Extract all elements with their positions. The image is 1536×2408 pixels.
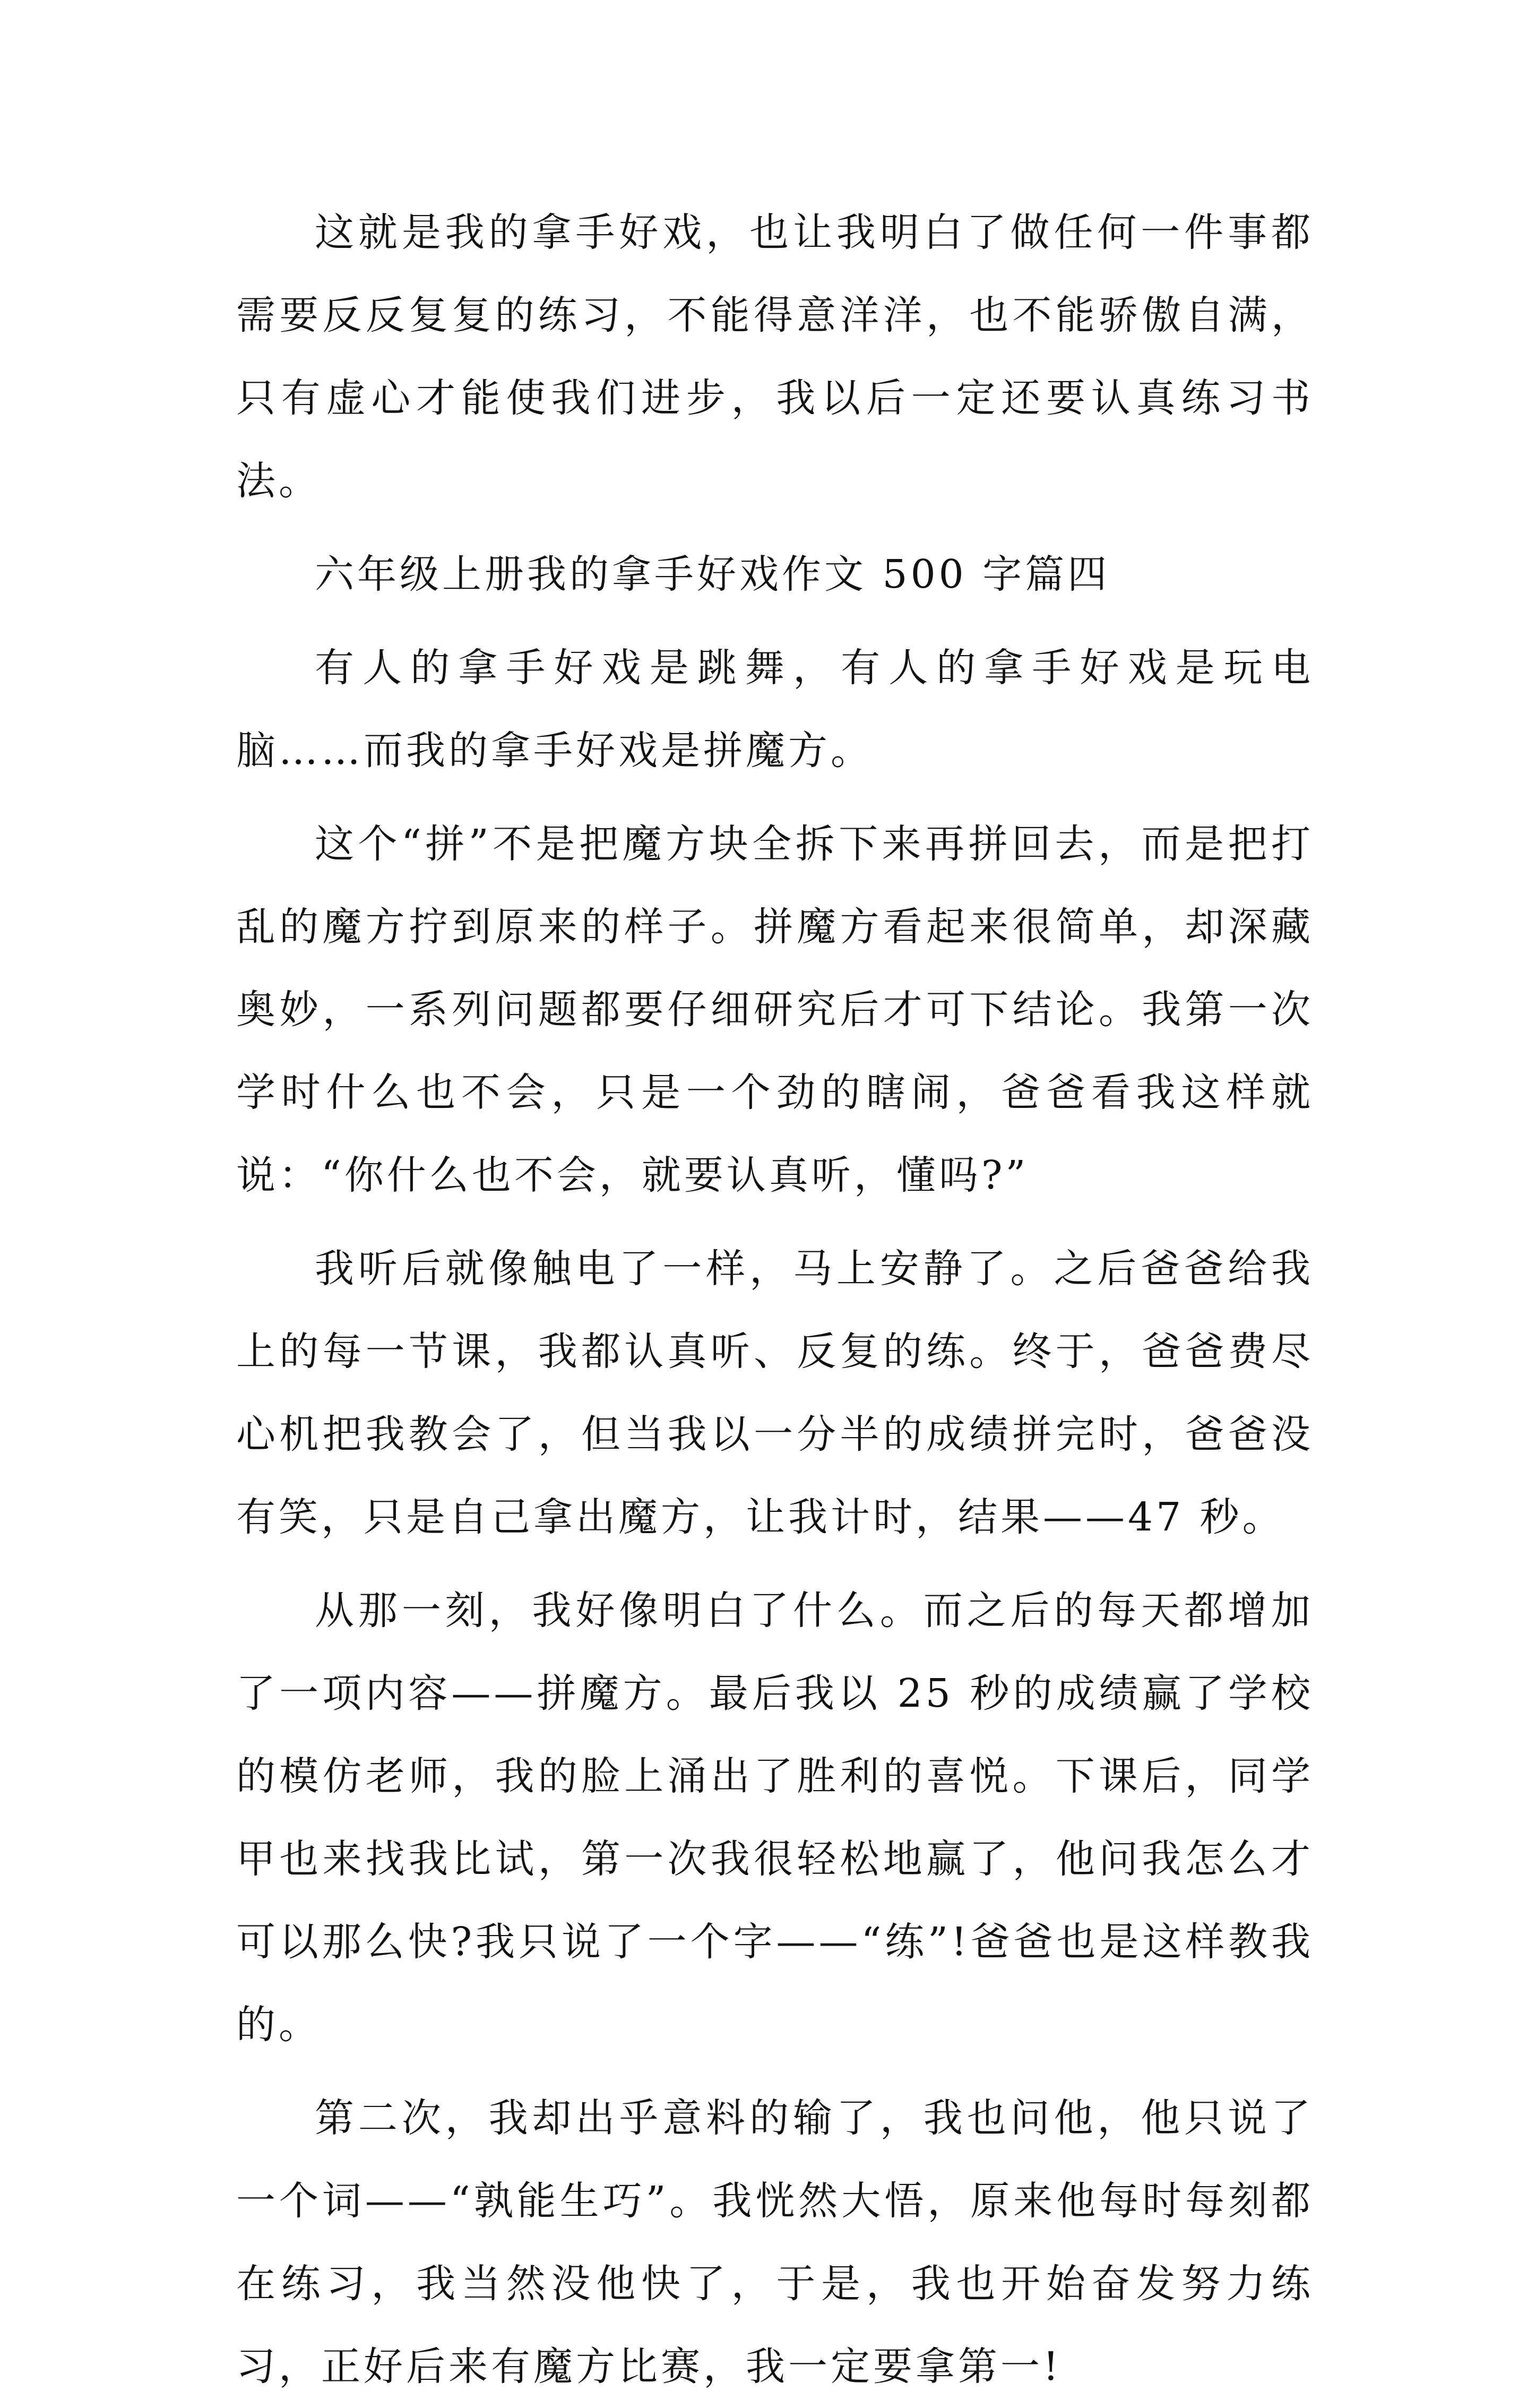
paragraph: 有人的拿手好戏是跳舞，有人的拿手好戏是玩电脑……而我的拿手好戏是拼魔方。 [236, 645, 1314, 773]
document-body [236, 191, 1314, 2408]
paragraph: 这个“拼”不是把魔方块全拆下来再拼回去，而是把打乱的魔方拧到原来的样子。拼魔方看起来很简单，却深藏奥妙，一系列问题都要仔细研究后才可下结论。我第一次学时什么也不会，只是一个劲的瞎闹，爸爸看我这样就说：“你什么也不会，就要认真听，懂吗?” [236, 821, 1314, 1198]
section-heading: 六年级上册我的拿手好戏作文 500 字篇四 [315, 552, 1110, 597]
paragraph: 这就是我的拿手好戏，也让我明白了做任何一件事都需要反反复复的练习，不能得意洋洋，也不能骄傲自满，只有虚心才能使我们进步，我以后一定还要认真练习书法。 [236, 210, 1314, 504]
paragraph: 第二次，我却出乎意料的输了，我也问他，他只说了一个词——“孰能生巧”。我恍然大悟，原来他每时每刻都在练习，我当然没他快了，于是，我也开始奋发努力练习，正好后来有魔方比赛，我一定要拿第一! [236, 2095, 1314, 2389]
paragraph: 从那一刻，我好像明白了什么。而之后的每天都增加了一项内容——拼魔方。最后我以 25 秒的成绩赢了学校的模仿老师，我的脸上涌出了胜利的喜悦。下课后，同学甲也来找我比试，第一次我很轻松地赢了，他问我怎么才可以那么快?我只说了一个字——“练”!爸爸也是这样教我的。 [236, 1588, 1314, 2048]
paragraph: 我听后就像触电了一样，马上安静了。之后爸爸给我上的每一节课，我都认真听、反复的练。终于，爸爸费尽心机把我教会了，但当我以一分半的成绩拼完时，爸爸没有笑，只是自己拿出魔方，让我计时，结果——47 秒。 [236, 1246, 1314, 1540]
